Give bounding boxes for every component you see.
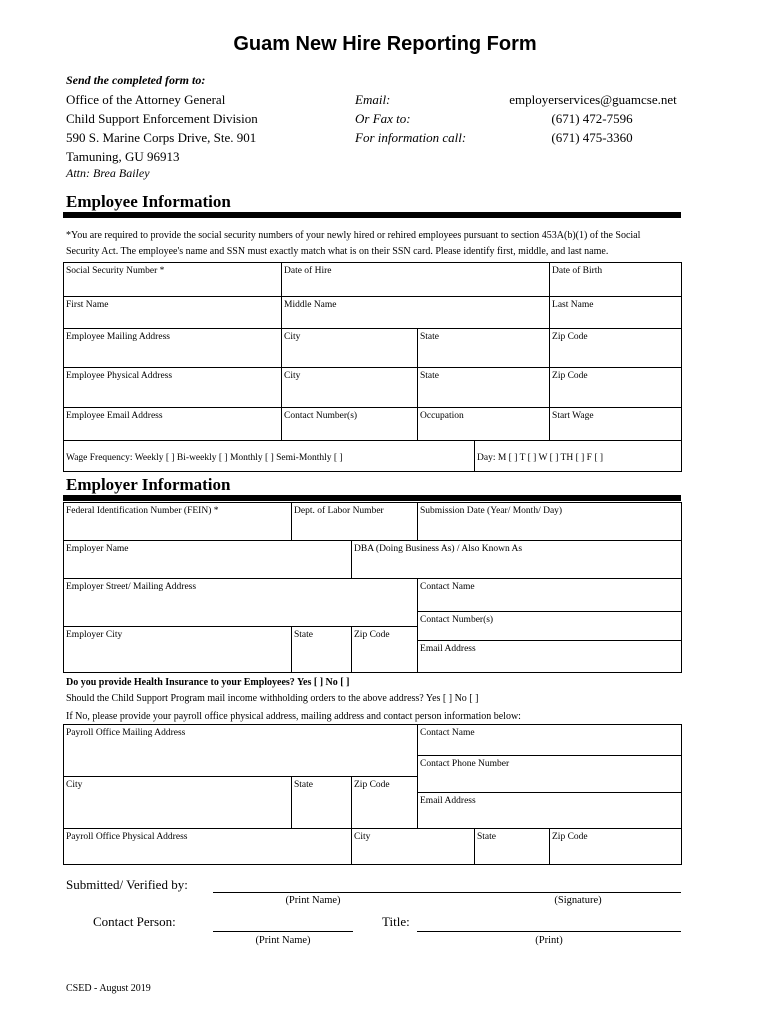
payroll-physical-state-field[interactable]: State — [475, 829, 550, 865]
title-print-caption: (Print) — [535, 935, 563, 946]
employer-name-field[interactable]: Employer Name — [64, 541, 352, 579]
section-rule — [63, 495, 681, 501]
health-insurance-question[interactable]: Do you provide Health Insurance to your Employees? Yes [ ] No [ ] — [66, 677, 350, 688]
address-line-4: Tamuning, GU 96913 — [66, 149, 180, 164]
submission-date-field[interactable]: Submission Date (Year/ Month/ Day) — [418, 503, 682, 541]
contact-print-name-caption: (Print Name) — [255, 935, 311, 946]
physical-zip-field[interactable]: Zip Code — [550, 368, 682, 408]
employer-state-field[interactable]: State — [292, 627, 352, 673]
send-to-heading: Send the completed form to: — [66, 73, 206, 87]
payroll-physical-zip-field[interactable]: Zip Code — [550, 829, 682, 865]
last-name-field[interactable]: Last Name — [550, 297, 682, 329]
address-line-2: Child Support Enforcement Division — [66, 111, 258, 126]
call-label: For information call: — [355, 130, 467, 145]
employer-contact-number-field[interactable]: Contact Number(s) — [418, 612, 682, 641]
payroll-contact-phone-field[interactable]: Contact Phone Number — [418, 756, 682, 793]
email-label: Email: — [355, 92, 391, 107]
payroll-instructions: If No, please provide your payroll office physical address, mailing address and contact person information below: — [66, 711, 521, 722]
employer-zip-field[interactable]: Zip Code — [352, 627, 418, 673]
employee-mailing-address-field[interactable]: Employee Mailing Address — [64, 329, 282, 368]
mailing-city-field[interactable]: City — [282, 329, 418, 368]
payroll-email-field[interactable]: Email Address — [418, 793, 682, 829]
start-wage-field[interactable]: Start Wage — [550, 408, 682, 441]
payroll-city-field[interactable]: City — [64, 777, 292, 829]
date-of-birth-field[interactable]: Date of Birth — [550, 263, 682, 297]
address-line-3: 590 S. Marine Corps Drive, Ste. 901 — [66, 130, 257, 145]
fax-value: (671) 472-7596 — [551, 111, 633, 126]
employer-street-field[interactable]: Employer Street/ Mailing Address — [64, 579, 418, 627]
physical-city-field[interactable]: City — [282, 368, 418, 408]
employee-section-heading: Employee Information — [66, 192, 231, 211]
middle-name-field[interactable]: Middle Name — [282, 297, 550, 329]
payroll-mailing-address-field[interactable]: Payroll Office Mailing Address — [64, 725, 418, 777]
occupation-field[interactable]: Occupation — [418, 408, 550, 441]
employer-city-field[interactable]: Employer City — [64, 627, 292, 673]
workdays-field[interactable]: Day: M [ ] T [ ] W [ ] TH [ ] F [ ] — [475, 441, 682, 472]
section-rule — [63, 212, 681, 218]
title-label: Title: — [382, 914, 410, 929]
employer-email-field[interactable]: Email Address — [418, 641, 682, 673]
mailing-zip-field[interactable]: Zip Code — [550, 329, 682, 368]
payroll-table — [63, 724, 682, 865]
wage-frequency-field[interactable]: Wage Frequency: Weekly [ ] Bi-weekly [ ] Monthly [ ] Semi-Monthly [ ] — [64, 441, 475, 472]
submitted-verified-label: Submitted/ Verified by: — [66, 877, 188, 892]
payroll-state-field[interactable]: State — [292, 777, 352, 829]
employer-table — [63, 502, 682, 673]
contact-person-label: Contact Person: — [93, 914, 176, 929]
employee-email-field[interactable]: Employee Email Address — [64, 408, 282, 441]
contact-person-line[interactable] — [213, 931, 353, 932]
mailing-state-field[interactable]: State — [418, 329, 550, 368]
fax-label: Or Fax to: — [355, 111, 411, 126]
employee-table — [63, 262, 682, 472]
ssn-field[interactable]: Social Security Number * — [64, 263, 282, 297]
call-value: (671) 475-3360 — [551, 130, 633, 145]
dba-field[interactable]: DBA (Doing Business As) / Also Known As — [352, 541, 682, 579]
date-of-hire-field[interactable]: Date of Hire — [282, 263, 550, 297]
signature-caption: (Signature) — [554, 895, 602, 906]
submitted-signature-line[interactable] — [213, 892, 681, 893]
payroll-zip-field[interactable]: Zip Code — [352, 777, 418, 829]
print-name-caption: (Print Name) — [285, 895, 341, 906]
payroll-contact-name-field[interactable]: Contact Name — [418, 725, 682, 756]
dol-number-field[interactable]: Dept. of Labor Number — [292, 503, 418, 541]
email-value[interactable]: employerservices@guamcse.net — [509, 92, 677, 107]
fein-field[interactable]: Federal Identification Number (FEIN) * — [64, 503, 292, 541]
employer-section-heading: Employer Information — [66, 475, 231, 494]
payroll-physical-address-field[interactable]: Payroll Office Physical Address — [64, 829, 352, 865]
address-line-1: Office of the Attorney General — [66, 92, 226, 107]
attn-line: Attn: Brea Bailey — [66, 166, 150, 180]
page-title: Guam New Hire Reporting Form — [233, 33, 537, 55]
payroll-physical-city-field[interactable]: City — [352, 829, 475, 865]
ssn-notice: *You are required to provide the social security numbers of your newly hired or rehired employees pursuant to section 453A(b)(1) of the Social Security Act. The employee's name and SSN must exactly match what is on their SSN card. Please identify first, middle, and last name. — [66, 230, 641, 257]
contact-number-field[interactable]: Contact Number(s) — [282, 408, 418, 441]
mail-orders-question[interactable]: Should the Child Support Program mail income withholding orders to the above address? Yes [ ] No [ ] — [66, 693, 479, 704]
employee-physical-address-field[interactable]: Employee Physical Address — [64, 368, 282, 408]
first-name-field[interactable]: First Name — [64, 297, 282, 329]
form-footer: CSED - August 2019 — [66, 983, 151, 994]
physical-state-field[interactable]: State — [418, 368, 550, 408]
title-line[interactable] — [417, 931, 681, 932]
employer-contact-name-field[interactable]: Contact Name — [418, 579, 682, 612]
